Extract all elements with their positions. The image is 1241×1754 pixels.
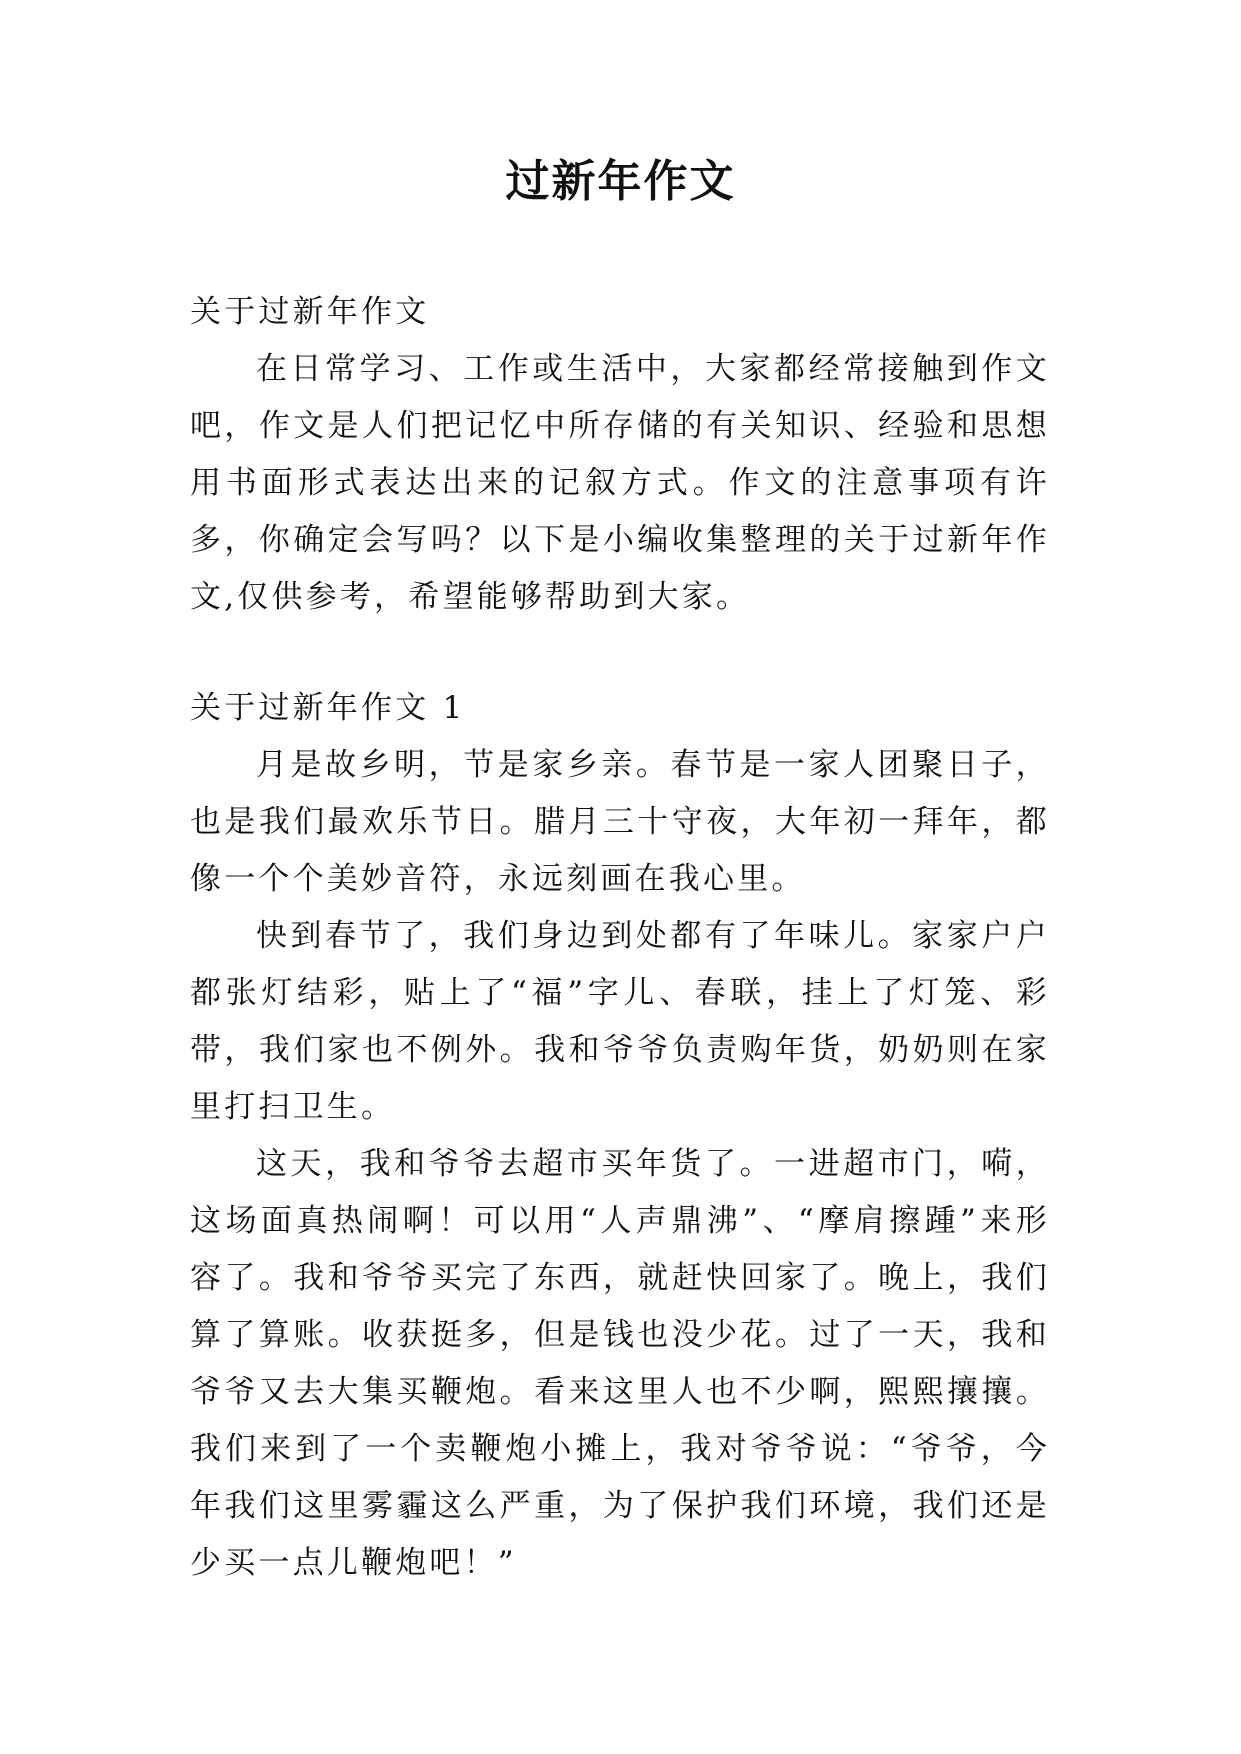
- document-title: 过新年作文: [505, 156, 736, 207]
- section-1-paragraph-1: 月是故乡明，节是家乡亲。春节是一家人团聚日子，也是我们最欢乐节日。腊月三十守夜，大年初一拜年，都像一个个美妙音符，永远刻画在我心里。: [190, 747, 1050, 897]
- section-1-paragraph-2: 快到春节了，我们身边到处都有了年味儿。家家户户都张灯结彩，贴上了“福”字儿、春联，挂上了灯笼、彩带，我们家也不例外。我和爷爷负责购年货，奶奶则在家里打扫卫生。: [190, 918, 1050, 1125]
- section-1-heading: 关于过新年作文 1: [190, 690, 466, 726]
- intro-paragraph: 在日常学习、工作或生活中，大家都经常接触到作文吧，作文是人们把记忆中所存储的有关知识、经验和思想用书面形式表达出来的记叙方式。作文的注意事项有许多，你确定会写吗？以下是小编收集整理的关于过新年作文,仅供参考，希望能够帮助到大家。: [190, 351, 1050, 615]
- section-1-paragraph-3: 这天，我和爷爷去超市买年货了。一进超市门，嗬，这场面真热闹啊！可以用“人声鼎沸”、“摩肩擦踵”来形容了。我和爷爷买完了东西，就赶快回家了。晚上，我们算了算账。收获挺多，但是钱也没少花。过了一天，我和爷爷又去大集买鞭炮。看来这里人也不少啊，熙熙攘攘。我们来到了一个卖鞭炮小摊上，我对爷爷说：“爷爷，今年我们这里雾霾这么严重，为了保护我们环境，我们还是少买一点儿鞭炮吧！”: [190, 1146, 1050, 1581]
- document-body: [190, 284, 1050, 1592]
- section-spacer: [190, 626, 1050, 680]
- intro-heading: 关于过新年作文: [190, 294, 430, 330]
